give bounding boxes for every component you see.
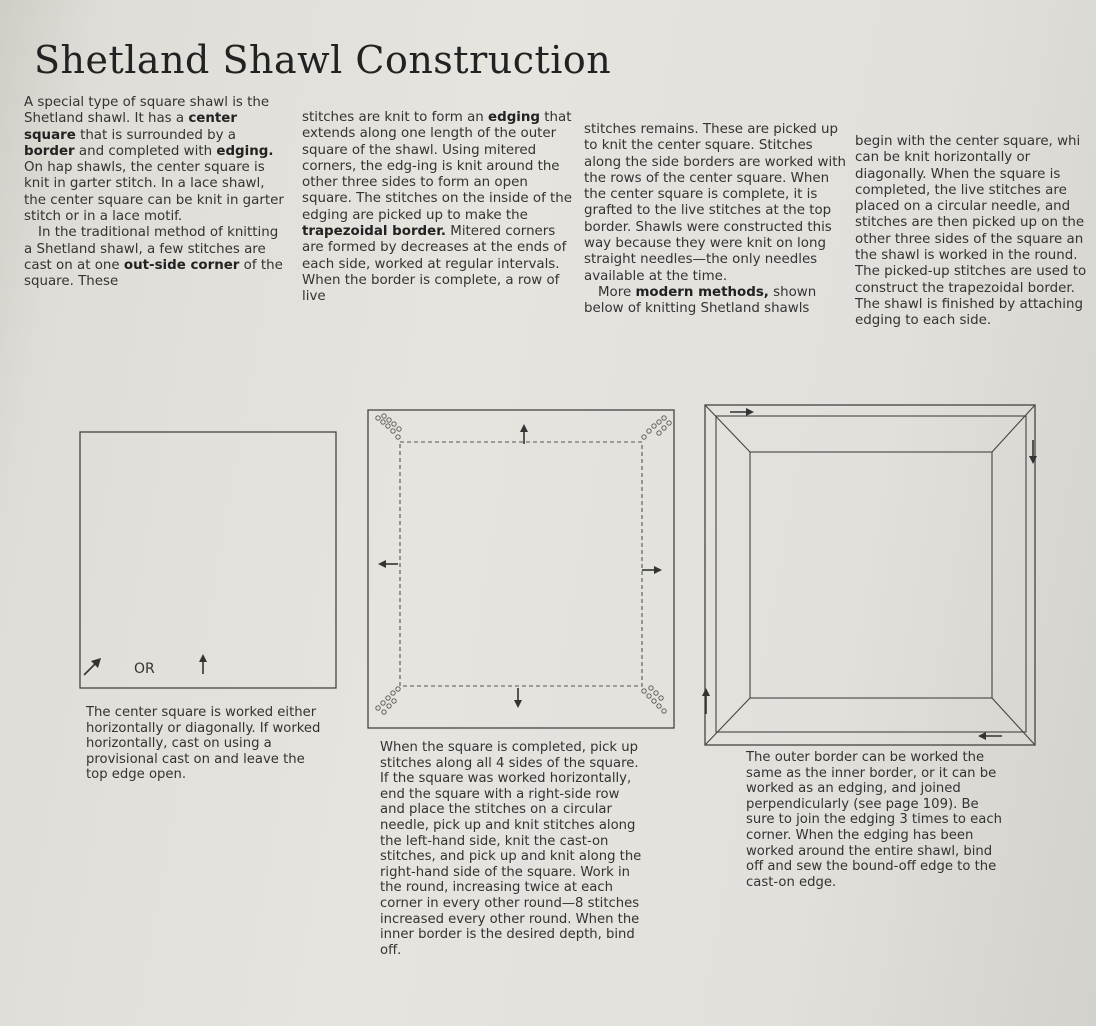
text-run: stitches are knit to form an [302, 110, 489, 125]
up-arrow-icon [702, 688, 710, 714]
right-arrow-icon [642, 566, 662, 574]
bold-term: trapezoidal border. [302, 224, 447, 240]
text-run: and completed with [74, 143, 217, 159]
corner-stitches-bottom-right [642, 686, 666, 713]
text-run: In the traditional method of knitting a Shetland shawl, a few stitches are cast on at one [24, 225, 279, 273]
up-arrow-icon [520, 424, 528, 444]
body-column-2 [302, 110, 574, 306]
corner-stitches-bottom-left [376, 687, 400, 714]
paragraph [584, 122, 846, 285]
paragraph [302, 110, 574, 306]
down-arrow-icon [1029, 440, 1037, 464]
figure-center-square [74, 426, 344, 692]
bold-term: out-side corner [123, 257, 240, 273]
paragraph [584, 285, 846, 318]
page-title: Shetland Shawl Construction [34, 38, 612, 82]
text-run: On hap shawls, the center square is knit in garter stitch. In a lace shawl, the center square can be knit in garter stitch or in a lace motif. [24, 160, 284, 225]
body-column-3 [584, 122, 846, 318]
text-run: More [598, 284, 636, 300]
caption-center-square: The center square is worked either horizontally or diagonally. If worked horizontally, cast on using a provisional cast on and leave the top edge open. [86, 705, 321, 783]
paragraph [24, 225, 286, 290]
bold-term: edging [488, 110, 540, 125]
paragraph [855, 134, 1096, 330]
bold-term: edging. [216, 143, 274, 159]
corner-stitches-top-right [642, 416, 671, 439]
paragraph [24, 95, 286, 225]
text-run: A special type of square shawl is the Shetland shawl. It has a [24, 95, 270, 127]
bold-term: center square [24, 111, 237, 143]
text-run: begin with the center square, whi can be knit horizontally or diagonally. When the square is completed, the live stitches are placed on a circular needle, and stitches are then picked up on the other three sides of the square an the shawl is worked in the round. The picked-up stitches are used to construct the trapezoidal border. The shawl is finished by attaching edging to each side. [855, 134, 1087, 329]
text-run: stitches remains. These are picked up to knit the center square. Stitches along the side borders are worked with the rows of the center square. When the center square is complete, it is grafted to the live stitches at the top border. Shawls were constructed this way because they were knit on long straight needles—the only needles available at the time. [584, 122, 846, 284]
or-label: OR [134, 661, 155, 677]
body-column-1 [24, 95, 286, 291]
right-arrow-icon [730, 408, 754, 416]
caption-outer-border: The outer border can be worked the same as the inner border, or it can be worked as an edging, and joined perpendicularly (see page 109). Be sure to join the edging 3 times to each corner. When the edging has been worked around the entire shawl, bind off and sew the bound-off edge to the cast-on edge. [746, 750, 1002, 890]
left-arrow-icon [378, 560, 398, 568]
text-run: that extends along one length of the outer square of the shawl. Using mitered corners, the edg-ing is knit around the other three sides to form an open square. The stitches on the inside of the edging are picked up to make the [302, 110, 573, 223]
text-run: shown below of knitting Shetland shawls [584, 284, 817, 317]
text-run: Mitered corners are formed by decreases at the ends of each side, worked at regular intervals. When the border is complete, a row of live [302, 224, 567, 305]
corner-stitches-top-left [376, 414, 401, 439]
body-column-4 [855, 134, 1096, 330]
figure-outer-border [702, 402, 1047, 750]
left-arrow-icon [978, 732, 1002, 740]
down-arrow-icon [514, 688, 522, 708]
caption-inner-border: When the square is completed, pick up stitches along all 4 sides of the square. If the square was worked horizontally, end the square with a right-side row and place the stitches on a circular needle, pick up and knit stitches along the left-hand side, knit the cast-on stitches, and pick up and knit along the right-hand side of the square. Work in the round, increasing twice at each corner in every other round—8 stitches increased every other round. When the inner border is the desired depth, bind off. [380, 740, 642, 958]
diagonal-arrow-icon [84, 658, 101, 675]
text-run: of the square. These [24, 257, 283, 290]
bold-term: border [24, 143, 75, 159]
text-run: that is surrounded by a [75, 127, 236, 143]
bold-term: modern methods, [635, 284, 769, 300]
up-arrow-icon [199, 654, 207, 674]
figure-inner-border [364, 404, 679, 734]
